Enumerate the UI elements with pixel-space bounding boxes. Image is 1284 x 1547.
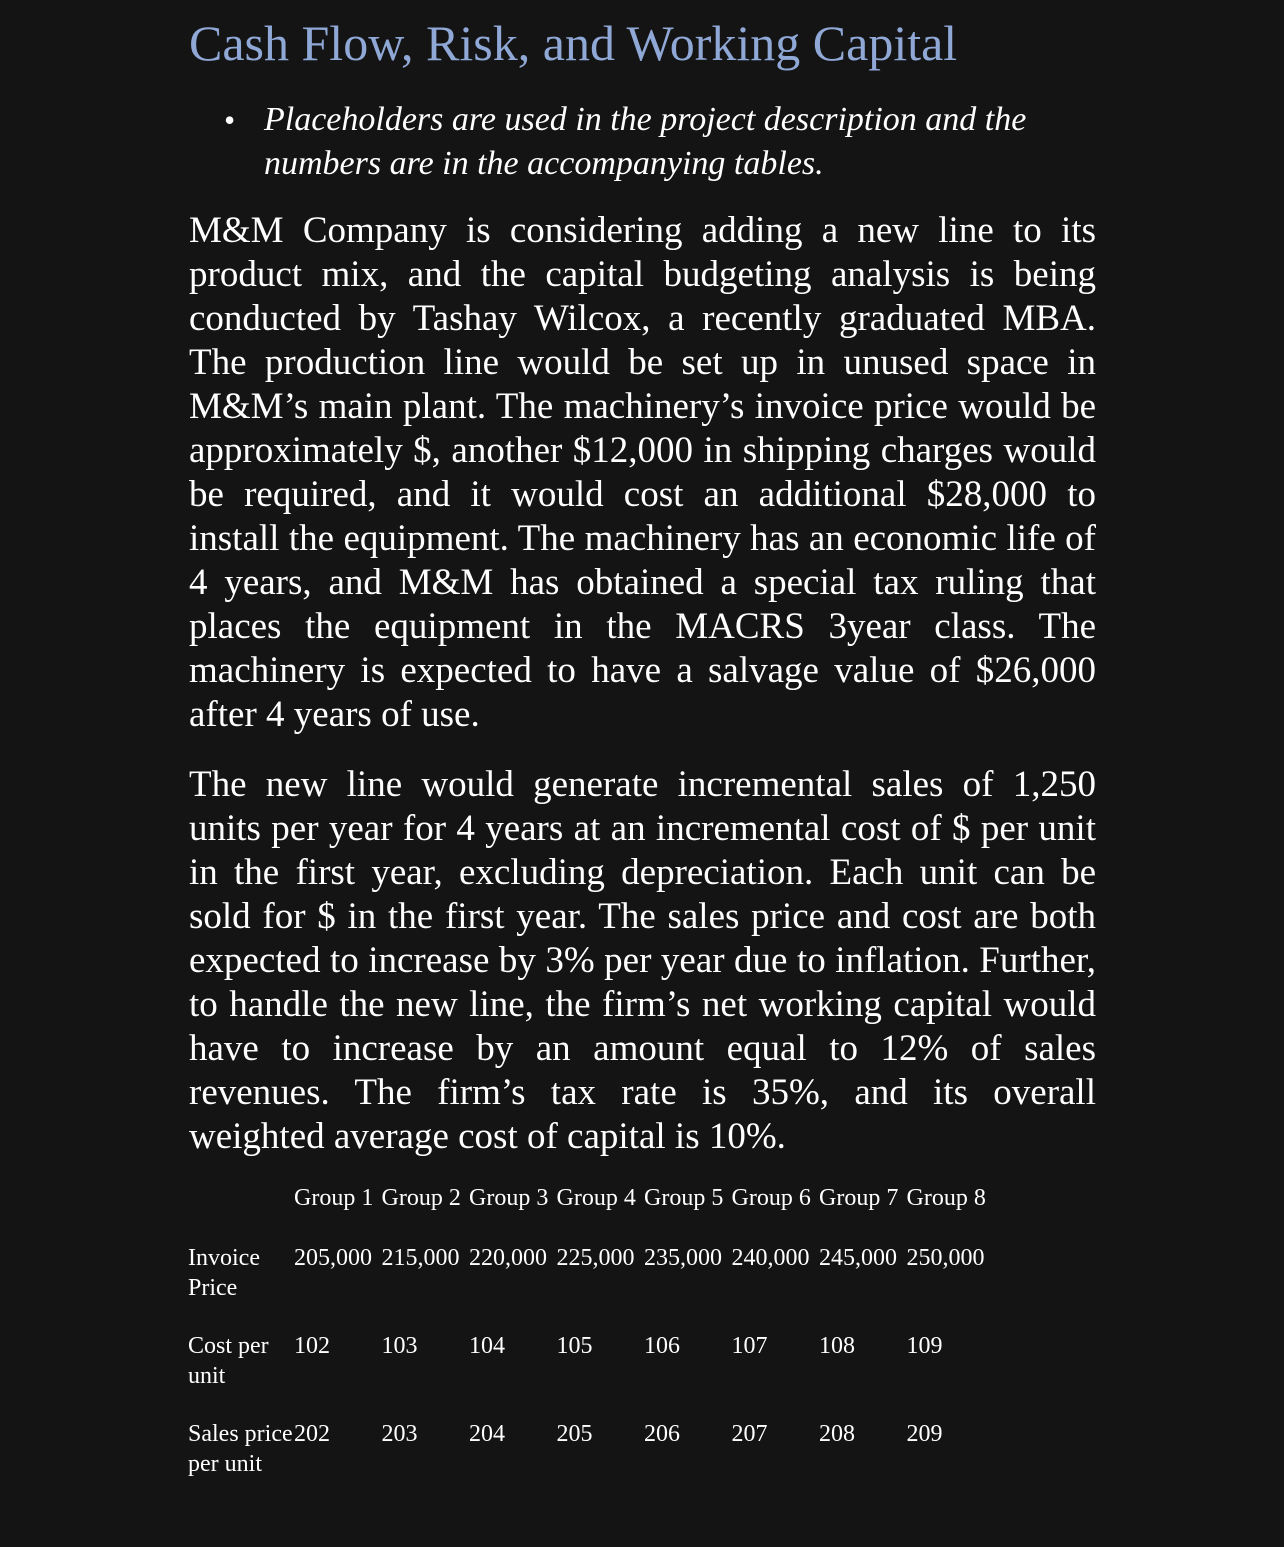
table-cell: 204 <box>469 1421 505 1447</box>
table-cell: 235,000 <box>644 1245 722 1271</box>
table-cell: 205,000 <box>294 1245 372 1271</box>
bullet-item <box>224 98 1096 186</box>
group-header: Group 2 <box>381 1185 461 1211</box>
table-cell: 207 <box>731 1421 768 1447</box>
group-header: Group 5 <box>644 1185 724 1211</box>
group-header: Group 8 <box>906 1185 986 1211</box>
table-cell: 203 <box>381 1421 418 1447</box>
table-cell: 208 <box>819 1421 855 1447</box>
group-header: Group 7 <box>819 1185 899 1211</box>
bullet-line-1: Placeholders are used in the project description and the <box>264 101 1027 138</box>
table-cell: 107 <box>731 1333 768 1359</box>
table-row-cost-per-unit <box>188 1331 994 1419</box>
table-cell: 108 <box>819 1333 855 1359</box>
table-corner-cell <box>188 1183 294 1243</box>
table-cell: 220,000 <box>469 1245 547 1271</box>
table-cell: 209 <box>906 1421 943 1447</box>
page-title: Cash Flow, Risk, and Working Capital <box>189 15 958 71</box>
table-cell: 205 <box>556 1421 593 1447</box>
row-label: Cost per unit <box>188 1333 269 1389</box>
table-cell: 104 <box>469 1333 505 1359</box>
project-description-paragraph: M&M Company is considering adding a new line to its product mix, and the capital budgeting analysis is being conducted by Tashay Wilcox, a recently graduated MBA. The production line would be set up in unused space in M&M’s main plant. The machinery’s invoice price would be approximately $, another $12,000 in shipping charges would be required, and it would cost an additional $28,000 to install the equipment. The machinery has an economic life of 4 years, and M&M has obtained a special tax ruling that places the equipment in the MACRS 3year class. The machinery is expected to have a salvage value of $26,000 after 4 years of use. <box>189 210 1096 735</box>
table-row-invoice-price <box>188 1243 994 1331</box>
table-cell: 202 <box>294 1421 330 1447</box>
group-header: Group 6 <box>731 1185 811 1211</box>
bullet-text <box>264 98 1096 186</box>
groups-table <box>188 1183 994 1509</box>
table-cell: 106 <box>644 1333 680 1359</box>
row-label: Invoice Price <box>188 1245 260 1301</box>
table-cell: 225,000 <box>556 1245 635 1271</box>
table-cell: 215,000 <box>381 1245 460 1271</box>
table-cell: 103 <box>381 1333 418 1359</box>
sales-description-paragraph: The new line would generate incremental sales of 1,250 units per year for 4 years at an incremental cost of $ per unit in the first year, excluding depreciation. Each unit can be sold for $ in the first year. The sales price and cost are both expected to increase by 3% per year due to inflation. Further, to handle the new line, the firm’s net working capital would have to increase by an amount equal to 12% of sales revenues. The firm’s tax rate is 35%, and its overall weighted average cost of capital is 10%. <box>189 764 1096 1157</box>
group-header: Group 3 <box>469 1185 549 1211</box>
table-cell: 206 <box>644 1421 680 1447</box>
row-label: Sales price per unit <box>188 1421 293 1477</box>
table-cell: 109 <box>906 1333 943 1359</box>
table-row-sales-price-per-unit <box>188 1419 994 1509</box>
table-cell: 250,000 <box>906 1245 985 1271</box>
bullet-line-2: numbers are in the accompanying tables. <box>264 145 824 182</box>
table-header-row <box>188 1183 994 1243</box>
group-header: Group 4 <box>556 1185 636 1211</box>
table-cell: 102 <box>294 1333 330 1359</box>
table-cell: 240,000 <box>731 1245 810 1271</box>
table-cell: 105 <box>556 1333 593 1359</box>
group-header: Group 1 <box>294 1185 374 1211</box>
bullet-dot-icon: • <box>224 102 236 138</box>
table-cell: 245,000 <box>819 1245 897 1271</box>
